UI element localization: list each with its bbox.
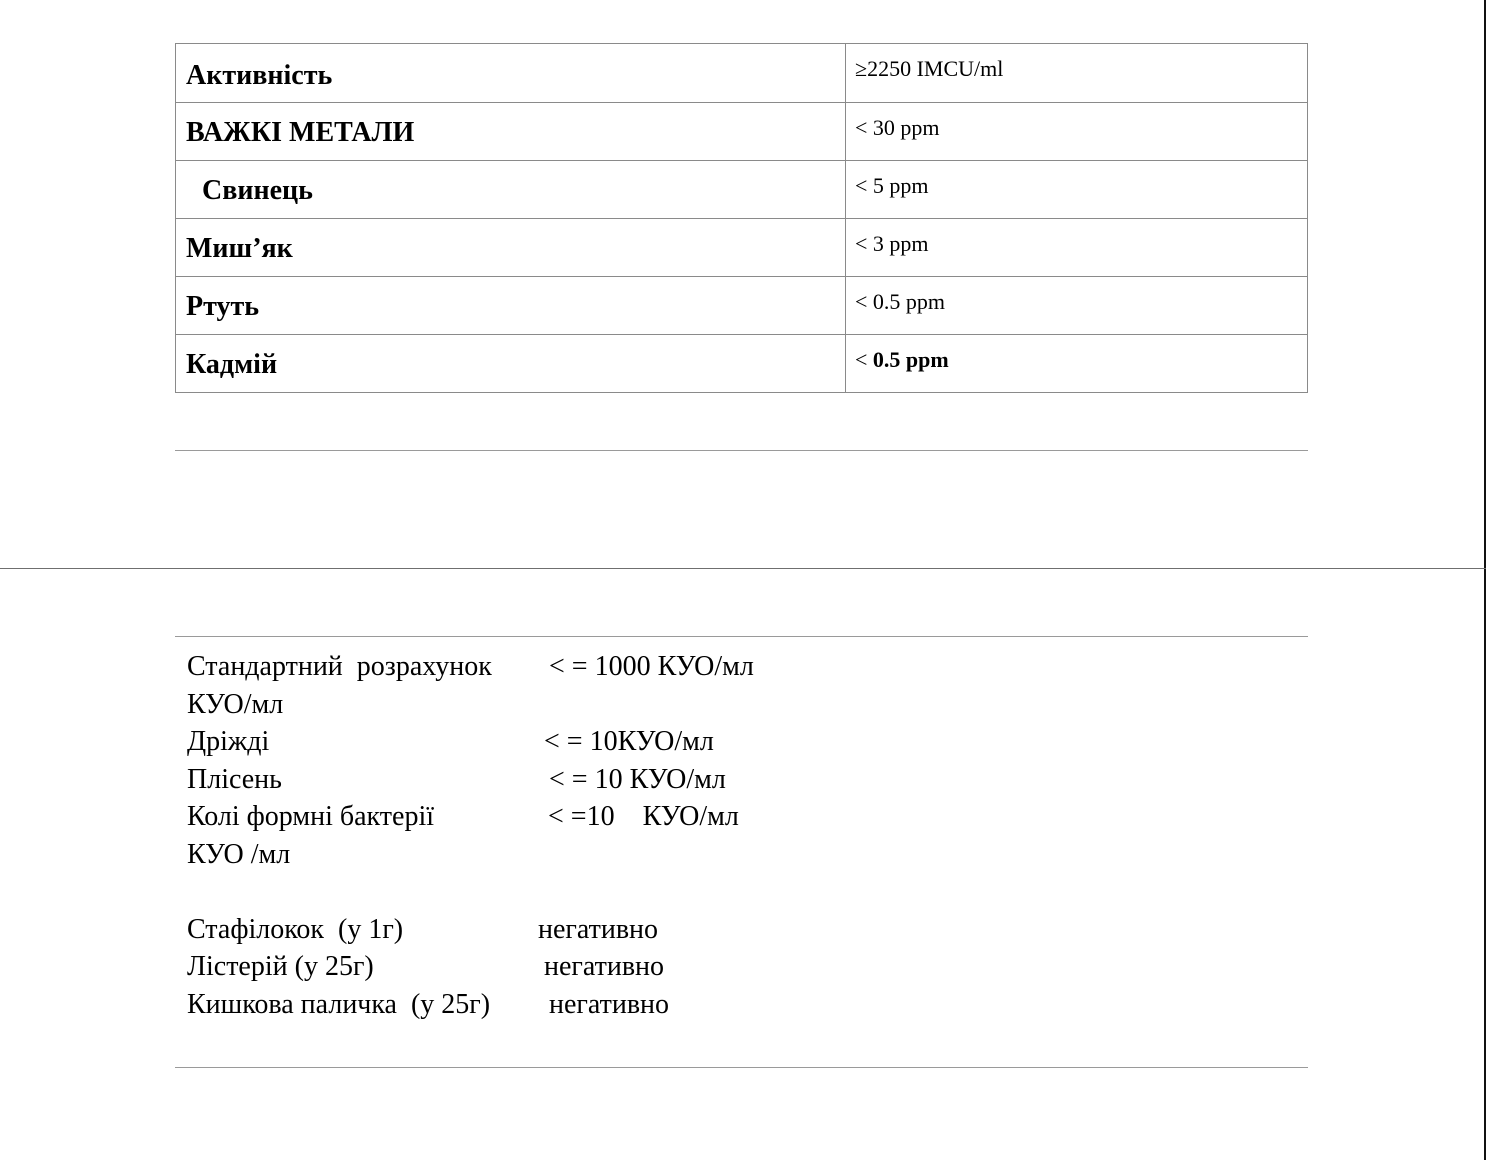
list-item [187,986,1087,1024]
spec-value-bold: 0.5 ppm [872,347,949,372]
table-row [176,103,1308,161]
micro-label: Колі формні бактерії [187,801,434,832]
horizontal-rule [175,450,1308,451]
spec-value-prefix: < [855,347,873,372]
micro-value: негативно [538,913,659,945]
spec-label: Кадмій [176,335,846,393]
micro-label: Стандартний розрахунок [187,651,492,682]
spec-label: ВАЖКІ МЕТАЛИ [176,103,846,161]
micro-label: КУО/мл [187,688,284,720]
micro-label: Кишкова паличка (у 25г) [187,988,491,1020]
table-row [176,219,1308,277]
list-item [187,761,1087,799]
table-row [176,277,1308,335]
horizontal-rule [175,1067,1308,1068]
blank-line [187,873,1087,911]
spec-value: ≥2250 IMCU/ml [846,44,1308,103]
horizontal-rule [175,636,1308,637]
micro-value: < = 10 КУО/мл [549,763,726,795]
spec-label-cell [176,161,846,219]
micro-label: Дріжді [187,726,270,757]
list-item [187,648,1087,686]
table-row [176,335,1308,393]
spec-label: Активність [176,44,846,103]
spec-label: Ртуть [176,277,846,335]
page-break-divider [0,568,1486,569]
spec-value: < 3 ppm [846,219,1308,277]
list-item [187,723,1087,761]
micro-label: КУО /мл [187,838,291,870]
micro-label: Лістерій (у 25г) [187,951,374,982]
micro-value: негативно [544,951,665,982]
micro-label: Стафілокок (у 1г) [187,913,404,945]
microbiology-section [187,648,1087,1023]
heavy-metals-spec-table [175,43,1308,393]
list-item [187,836,1087,874]
list-item [187,798,1087,836]
page-right-edge [1484,0,1486,1160]
spec-label: Миш’як [176,219,846,277]
spec-value: < 30 ppm [846,103,1308,161]
spec-value: < 0.5 ppm [846,277,1308,335]
list-item [187,686,1087,724]
list-item [187,948,1087,986]
table-row [176,44,1308,103]
micro-value: негативно [549,988,670,1020]
spec-value-cell [846,335,1308,393]
micro-value: < =10 КУО/мл [548,801,739,832]
micro-label: Плісень [187,763,282,795]
spec-value: < 5 ppm [846,161,1308,219]
micro-value: < = 10КУО/мл [544,726,714,757]
spec-label: Свинець [202,175,313,206]
table-row [176,161,1308,219]
micro-value: < = 1000 КУО/мл [549,651,754,682]
list-item [187,911,1087,949]
